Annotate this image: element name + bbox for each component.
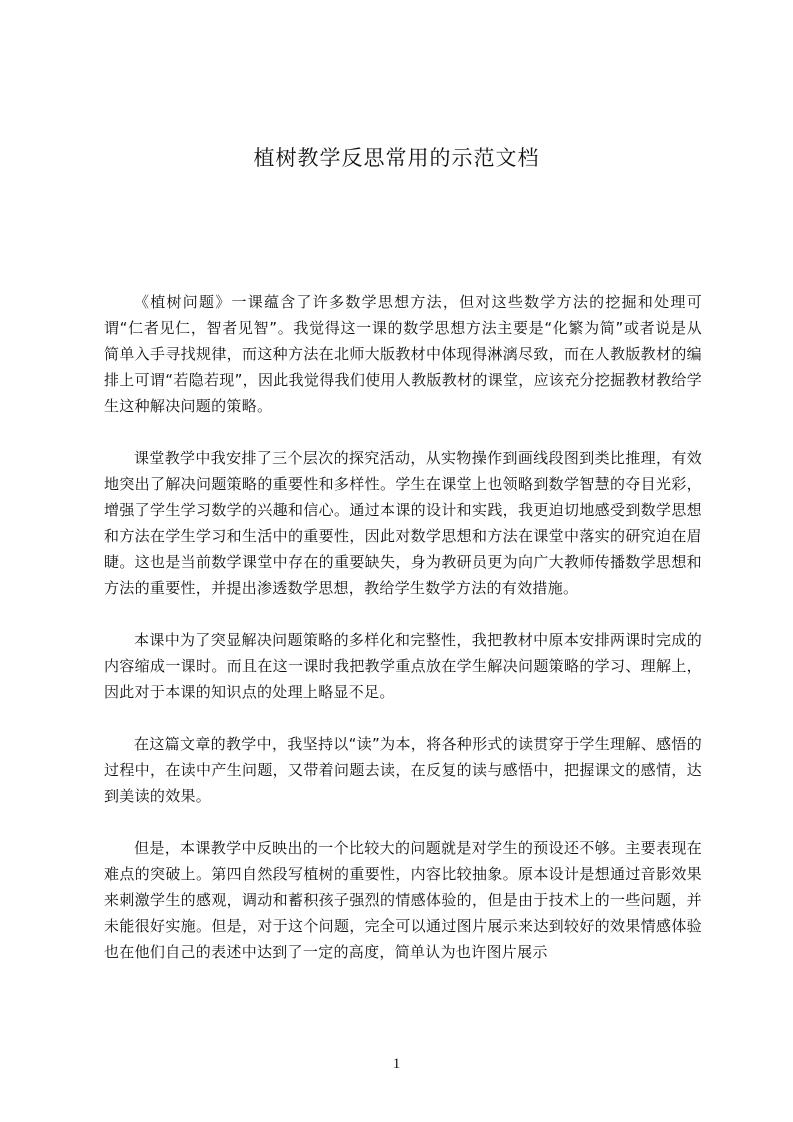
paragraph-4: 在这篇文章的教学中，我坚持以“读”为本，将各种形式的读贯穿于学生理解、感悟的过程中，在读中产生问题，又带着问题去读，在反复的读与感悟中，把握课文的感情，达到美读的效果。 xyxy=(104,735,702,805)
paragraph-1: 《植树问题》一课蕴含了许多数学思想方法，但对这些数学方法的挖掘和处理可谓“仁者见仁，智者见智”。我觉得这一课的数学思想方法主要是“化繁为简”或者说是从简单入手寻找规律，而这种方法在北师大版教材中体现得淋漓尽致，而在人教版教材的编排上可谓“若隐若现”，因此我觉得我们使用人教版教材的课堂，应该充分挖掘教材教给学生这种解决问题的策略。 xyxy=(104,293,702,415)
document-title: 植树教学反思常用的示范文档 xyxy=(253,146,540,170)
page-number: 1 xyxy=(392,1056,401,1072)
document-body xyxy=(104,289,702,991)
paragraph-3: 本课中为了突显解决问题策略的多样化和完整性，我把教材中原本安排两课时完成的内容缩成一课时。而且在这一课时我把教学重点放在学生解决问题策略的学习、理解上，因此对于本课的知识点的处理上略显不足。 xyxy=(104,631,702,701)
paragraph-2: 课堂教学中我安排了三个层次的探究活动，从实物操作到画线段图到类比推理，有效地突出了解决问题策略的重要性和多样性。学生在课堂上也领略到数学智慧的夺目光彩，增强了学生学习数学的兴趣和信心。通过本课的设计和实践，我更迫切地感受到数学思想和方法在学生学习和生活中的重要性，因此对数学思想和方法在课堂中落实的研究迫在眉睫。这也是当前数学课堂中存在的重要缺失，身为教研员更为向广大教师传播数学思想和方法的重要性，并提出渗透数学思想，教给学生数学方法的有效措施。 xyxy=(104,449,702,597)
paragraph-5: 但是，本课教学中反映出的一个比较大的问题就是对学生的预设还不够。主要表现在难点的突破上。第四自然段写植树的重要性，内容比较抽象。原本设计是想通过音影效果来刺激学生的感观，调动和蓄积孩子强烈的情感体验的，但是由于技术上的一些问题，并未能很好实施。但是，对于这个问题，完全可以通过图片展示来达到较好的效果情感体验也在他们自己的表述中达到了一定的高度，简单认为也许图片展示 xyxy=(104,839,702,961)
